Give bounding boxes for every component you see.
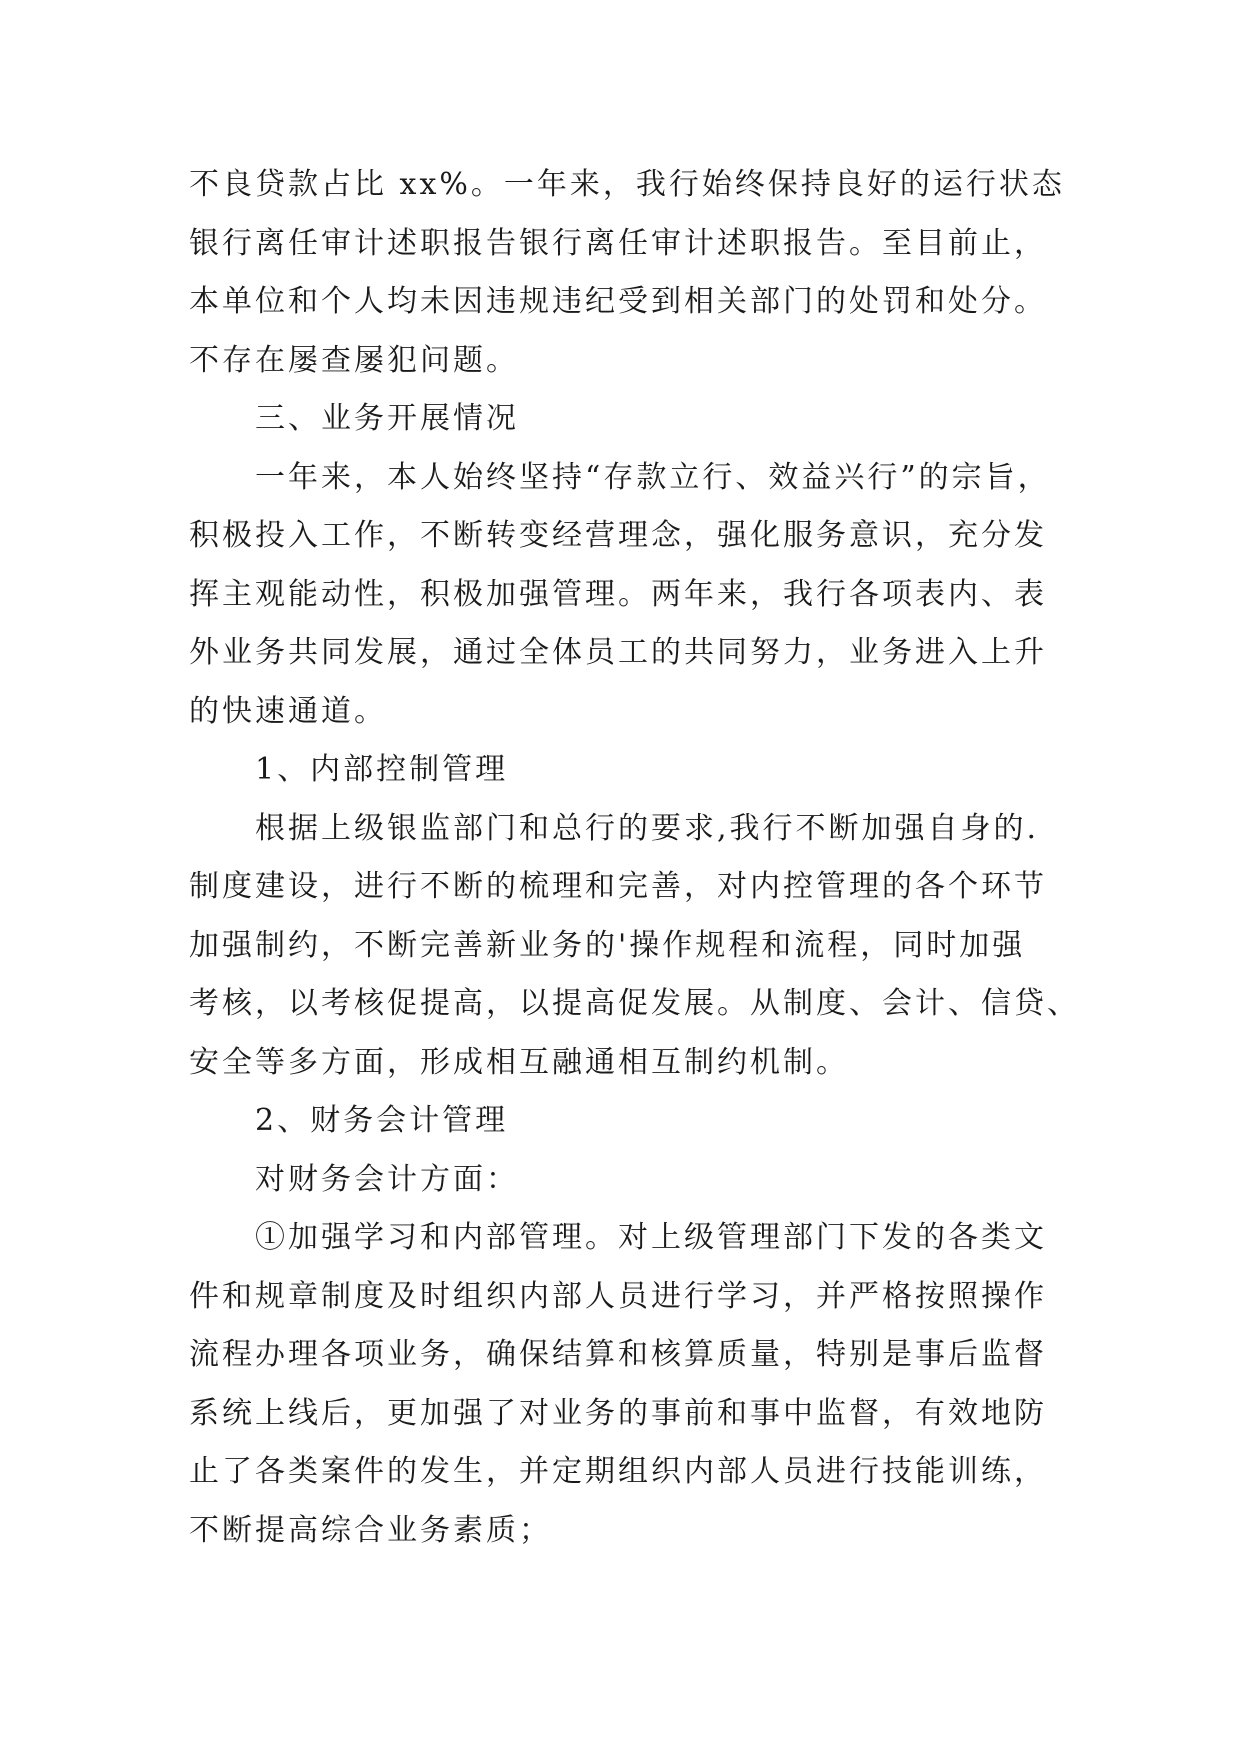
text-line: 外业务共同发展，通过全体员工的共同努力，业务进入上升: [189, 635, 1047, 670]
text-line: 对财务会计方面：: [255, 1161, 519, 1197]
text-line: 积极投入工作，不断转变经营理念，强化服务意识，充分发: [189, 518, 1047, 553]
text-line: 不存在屡查屡犯问题。: [189, 342, 519, 378]
text-line: 考核，以考核促提高，以提高促发展。从制度、会计、信贷、: [189, 986, 1080, 1021]
text-line: 不良贷款占比 xx%。一年来，我行始终保持良好的运行状态: [189, 167, 1065, 202]
text-line: 制度建设，进行不断的梳理和完善，对内控管理的各个环节: [189, 869, 1047, 904]
text-line: 止了各类案件的发生，并定期组织内部人员进行技能训练，: [189, 1454, 1047, 1489]
section-heading: 三、业务开展情况: [255, 401, 519, 436]
text-line: 系统上线后，更加强了对业务的事前和事中监督，有效地防: [189, 1395, 1047, 1431]
text-line: 根据上级银监部门和总行的要求,我行不断加强自身的.: [255, 810, 1040, 846]
subsection-heading: 1、内部控制管理: [255, 752, 509, 787]
text-line: 加强制约，不断完善新业务的'操作规程和流程，同时加强: [189, 927, 1026, 963]
text-line: 件和规章制度及时组织内部人员进行学习，并严格按照操作: [189, 1278, 1047, 1314]
text-line: 银行离任审计述职报告银行离任审计述职报告。至目前止，: [189, 225, 1047, 261]
body-text: [189, 156, 1080, 1560]
text-line: 的快速通道。: [189, 693, 387, 729]
text-line: 流程办理各项业务，确保结算和核算质量，特别是事后监督: [189, 1337, 1047, 1372]
text-line: 一年来，本人始终坚持“存款立行、效益兴行”的宗旨，: [255, 459, 1051, 495]
text-line: ①加强学习和内部管理。对上级管理部门下发的各类文: [255, 1220, 1047, 1255]
text-line: 挥主观能动性，积极加强管理。两年来，我行各项表内、表: [189, 576, 1047, 612]
text-line: 安全等多方面，形成相互融通相互制约机制。: [189, 1044, 849, 1080]
text-line: 本单位和个人均未因违规违纪受到相关部门的处罚和处分。: [189, 284, 1047, 319]
text-line: 不断提高综合业务素质；: [189, 1512, 552, 1548]
subsection-heading: 2、财务会计管理: [255, 1103, 509, 1138]
